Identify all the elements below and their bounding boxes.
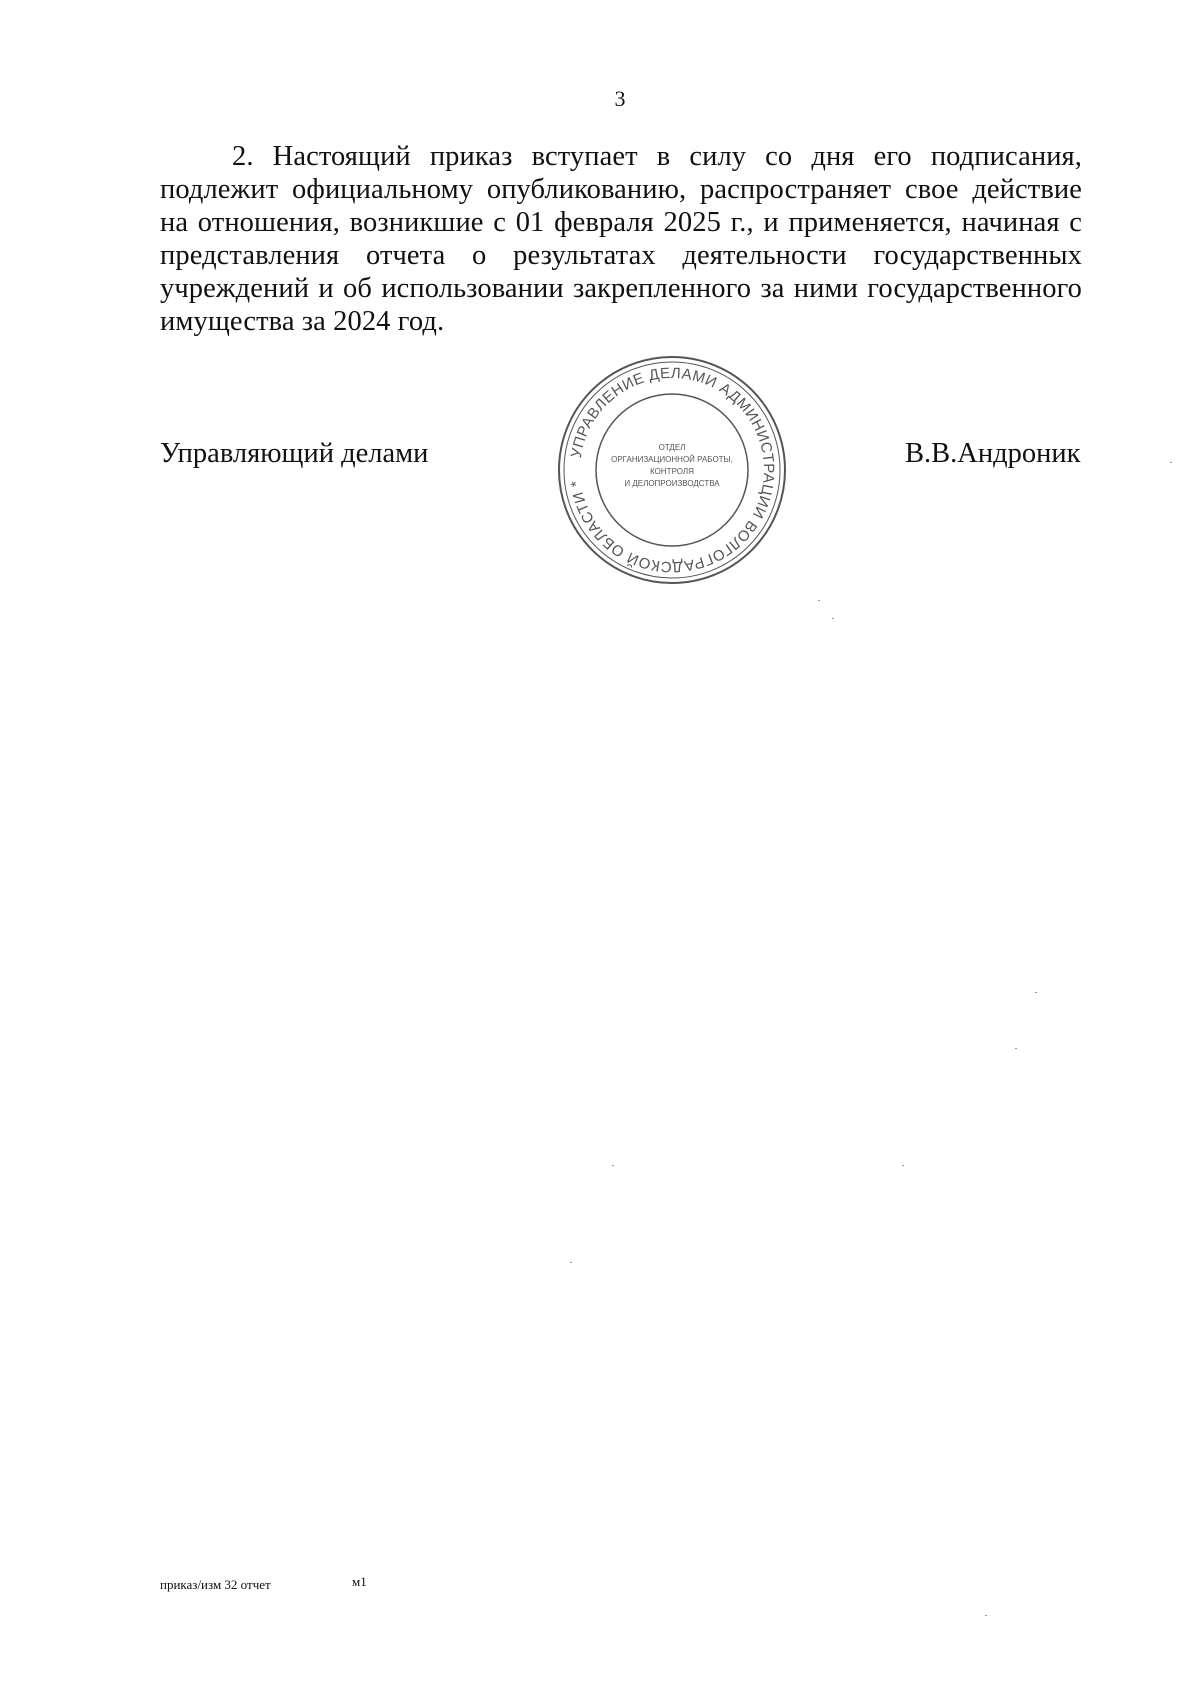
scan-speck [1015,1048,1017,1049]
svg-text:УПРАВЛЕНИЕ ДЕЛАМИ АДМИНИСТРАЦИ: УПРАВЛЕНИЕ ДЕЛАМИ АДМИНИСТРАЦИИ ВОЛГОГРАДСКОЙ ОБЛАСТИ * [567,364,778,576]
scan-speck [832,618,834,619]
scan-speck [1035,992,1037,993]
document-mark: м1 [352,1574,367,1589]
signer-name: В.В.Андроник [905,438,1081,469]
svg-text:ОРГАНИЗАЦИОННОЙ РАБОТЫ,: ОРГАНИЗАЦИОННОЙ РАБОТЫ, [611,455,733,464]
svg-text:КОНТРОЛЯ: КОНТРОЛЯ [650,467,694,476]
official-seal-stamp [552,350,792,590]
scan-speck [570,1262,572,1263]
scan-speck [612,1165,614,1166]
scan-speck [1170,462,1172,463]
order-paragraph: 2. Настоящий приказ вступает в силу со дня его подписания, подлежит официальному опубликованию, распространяет свое действие на отношения, возникшие с 01 февраля 2025 г., и применяется, начиная с представления отчета о результатах деятельности государственных учреждений и об использовании закрепленного за ними государственного имущества за 2024 год. [160,141,1082,337]
page-number: 3 [614,86,626,111]
svg-text:И ДЕЛОПРОИЗВОДСТВА: И ДЕЛОПРОИЗВОДСТВА [624,479,720,488]
svg-text:ОТДЕЛ: ОТДЕЛ [658,443,686,452]
scan-speck [985,1615,987,1616]
document-code: приказ/изм 32 отчет [160,1577,271,1592]
signer-position: Управляющий делами [160,438,429,469]
scan-speck [818,600,820,601]
scan-speck [902,1165,904,1166]
